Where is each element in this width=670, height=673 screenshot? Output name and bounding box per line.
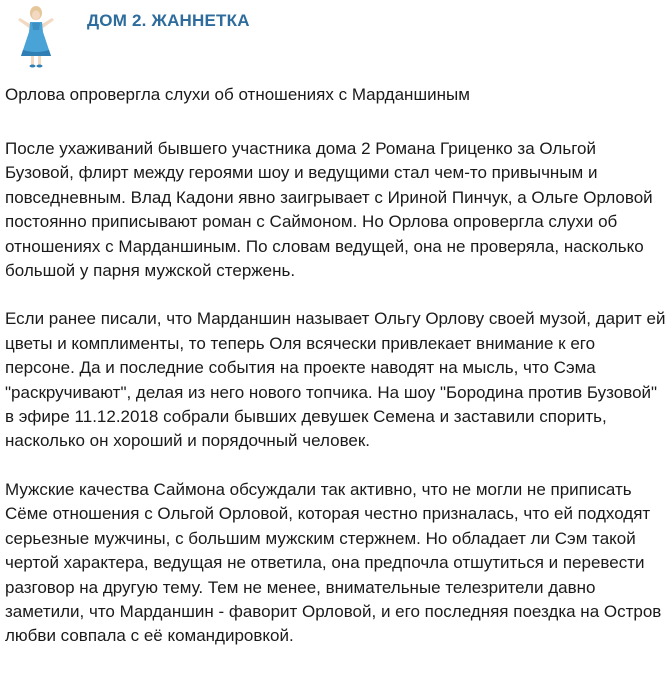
post-header <box>0 0 670 72</box>
text-line: серьезные мужчины, с большим мужским стержнем. Но обладает ли Сэм такой <box>5 528 636 548</box>
text-line: разговор на другую тему. Тем не менее, внимательные телезрители давно <box>5 577 596 597</box>
text-line: Бузовой, флирт между героями шоу и ведущими стал чем-то привычным и <box>5 163 598 183</box>
paragraph <box>5 137 665 283</box>
text-line: персоне. Да и последние события на проекте наводят на мысль, что Сэма <box>5 358 596 378</box>
text-line: в эфире 11.12.2018 собрали бывших девушек Семена и заставили спорить, <box>5 407 607 427</box>
girl-in-blue-dress-icon <box>14 4 58 68</box>
text-line: большой у парня мужской стержень. <box>5 261 296 281</box>
text-line: чертой характера, ведущая не ответила, она предпочла отшутиться и перевести <box>5 553 645 573</box>
text-line: заметили, что Марданшин - фаворит Орловой, и его последняя поездка на Остров <box>5 601 662 621</box>
text-line: Мужские качества Саймона обсуждали так активно, что не могли не приписать <box>5 479 632 499</box>
post-title: Орлова опровергла слухи об отношениях с Марданшиным <box>5 85 470 104</box>
post-body <box>5 83 665 673</box>
text-line: отношениях с Марданшиным. По словам ведущей, она не проверяла, насколько <box>5 236 644 256</box>
text-line: постоянно приписывают роман с Саймоном. Но Орлова опровергла слухи об <box>5 212 618 232</box>
text-line: Если ранее писали, что Марданшин называет Ольгу Орлову своей музой, дарит ей <box>5 309 666 329</box>
text-line: После ухаживаний бывшего участника дома 2 Романа Гриценко за Ольгой <box>5 139 596 158</box>
channel-name[interactable]: ДОМ 2. ЖАННЕТКА <box>87 11 250 30</box>
paragraph <box>5 478 665 649</box>
text-line: цветы и комплименты, то теперь Оля всячески привлекает внимание к его <box>5 333 596 353</box>
avatar[interactable] <box>14 4 58 68</box>
text-line: Сёме отношения с Ольгой Орловой, которая честно призналась, что ей подходят <box>5 504 651 524</box>
text-line: "раскручивают", делая из него нового топчика. На шоу "Бородина против Бузовой" <box>5 382 658 402</box>
text-line: любви совпала с её командировкой. <box>5 626 294 646</box>
text-line: насколько он хороший и порядочный человек. <box>5 431 371 451</box>
text-line: повседневным. Влад Кадони явно заигрывает с Ириной Пинчук, а Ольге Орловой <box>5 187 653 207</box>
paragraph <box>5 307 665 453</box>
